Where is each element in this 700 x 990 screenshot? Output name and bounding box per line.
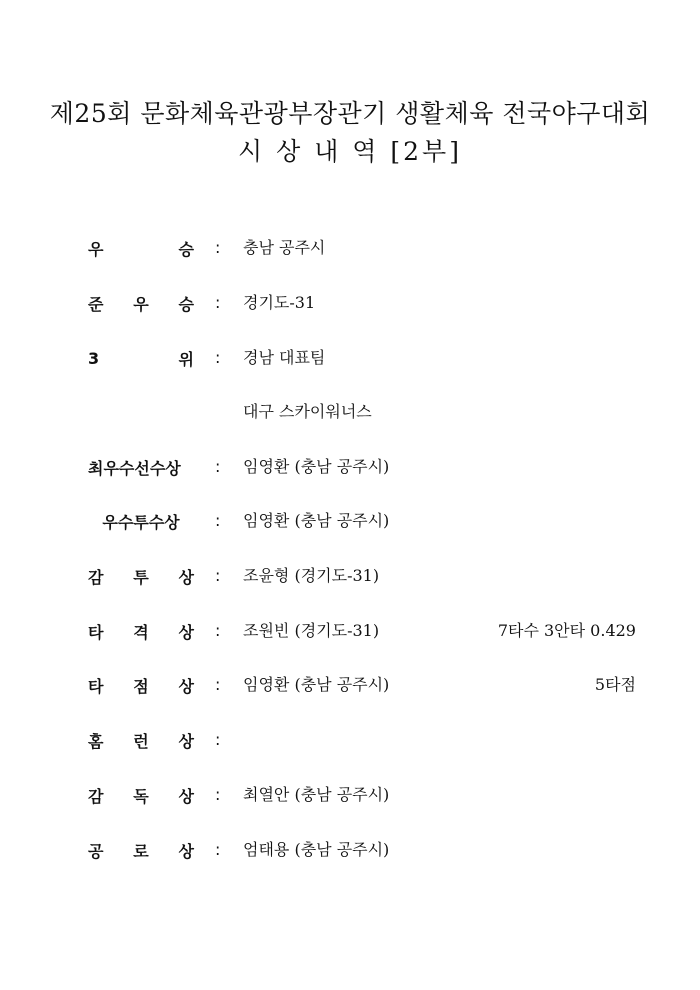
award-row-runner-up (0, 289, 700, 317)
colon: : (215, 293, 221, 312)
award-label: 타 점 상 (88, 676, 194, 696)
colon: : (215, 840, 221, 859)
colon: : (215, 675, 221, 694)
award-row-batting (0, 617, 700, 645)
award-winner: 임영환 (충남 공주시) (243, 511, 390, 530)
document-title: 제25회 문화체육관광부장관기 생활체육 전국야구대회 (49, 99, 651, 128)
award-row-rbi (0, 671, 700, 699)
award-winner: 최열안 (충남 공주시) (243, 785, 390, 804)
colon: : (215, 238, 221, 257)
award-row-mvp (0, 453, 700, 481)
award-stat-note: 5타점 (594, 675, 636, 694)
colon: : (215, 785, 221, 804)
award-label: 공 로 상 (88, 841, 194, 861)
award-label: 감 투 상 (88, 567, 194, 587)
award-row-manager (0, 781, 700, 809)
award-row-home-run (0, 726, 700, 754)
award-winner: 조원빈 (경기도-31) (243, 621, 380, 640)
award-label: 준 우 승 (88, 294, 194, 314)
award-winner: 대구 스카이워너스 (243, 402, 372, 421)
award-row-fighting-spirit (0, 562, 700, 590)
award-winner: 임영환 (충남 공주시) (243, 675, 390, 694)
award-winner: 조윤형 (경기도-31) (243, 566, 380, 585)
award-winner: 경남 대표팀 (243, 348, 326, 367)
colon: : (215, 511, 221, 530)
colon: : (215, 348, 221, 367)
award-winner: 충남 공주시 (243, 238, 326, 257)
award-row-merit (0, 836, 700, 864)
award-row-third-2 (0, 398, 700, 426)
colon: : (215, 457, 221, 476)
colon: : (215, 621, 221, 640)
award-row-champion (0, 234, 700, 262)
colon: : (215, 730, 221, 749)
award-winner: 엄태용 (충남 공주시) (243, 840, 390, 859)
award-label: 홈 런 상 (88, 731, 194, 751)
colon: : (215, 566, 221, 585)
award-label: 3 위 (88, 348, 194, 369)
award-winner: 임영환 (충남 공주시) (243, 457, 390, 476)
award-label: 최우수선수상 (88, 458, 181, 478)
award-label: 감 독 상 (88, 786, 194, 806)
award-label: 타 격 상 (88, 622, 194, 642)
award-label: 우수투수상 (102, 512, 180, 532)
document-subtitle: 시 상 내 역 [2부] (238, 137, 462, 166)
award-row-best-pitcher (0, 507, 700, 535)
award-label: 우 승 (88, 239, 194, 259)
award-stat-note: 7타수 3안타 0.429 (497, 621, 636, 640)
award-winner: 경기도-31 (243, 293, 316, 312)
award-row-third (0, 344, 700, 372)
